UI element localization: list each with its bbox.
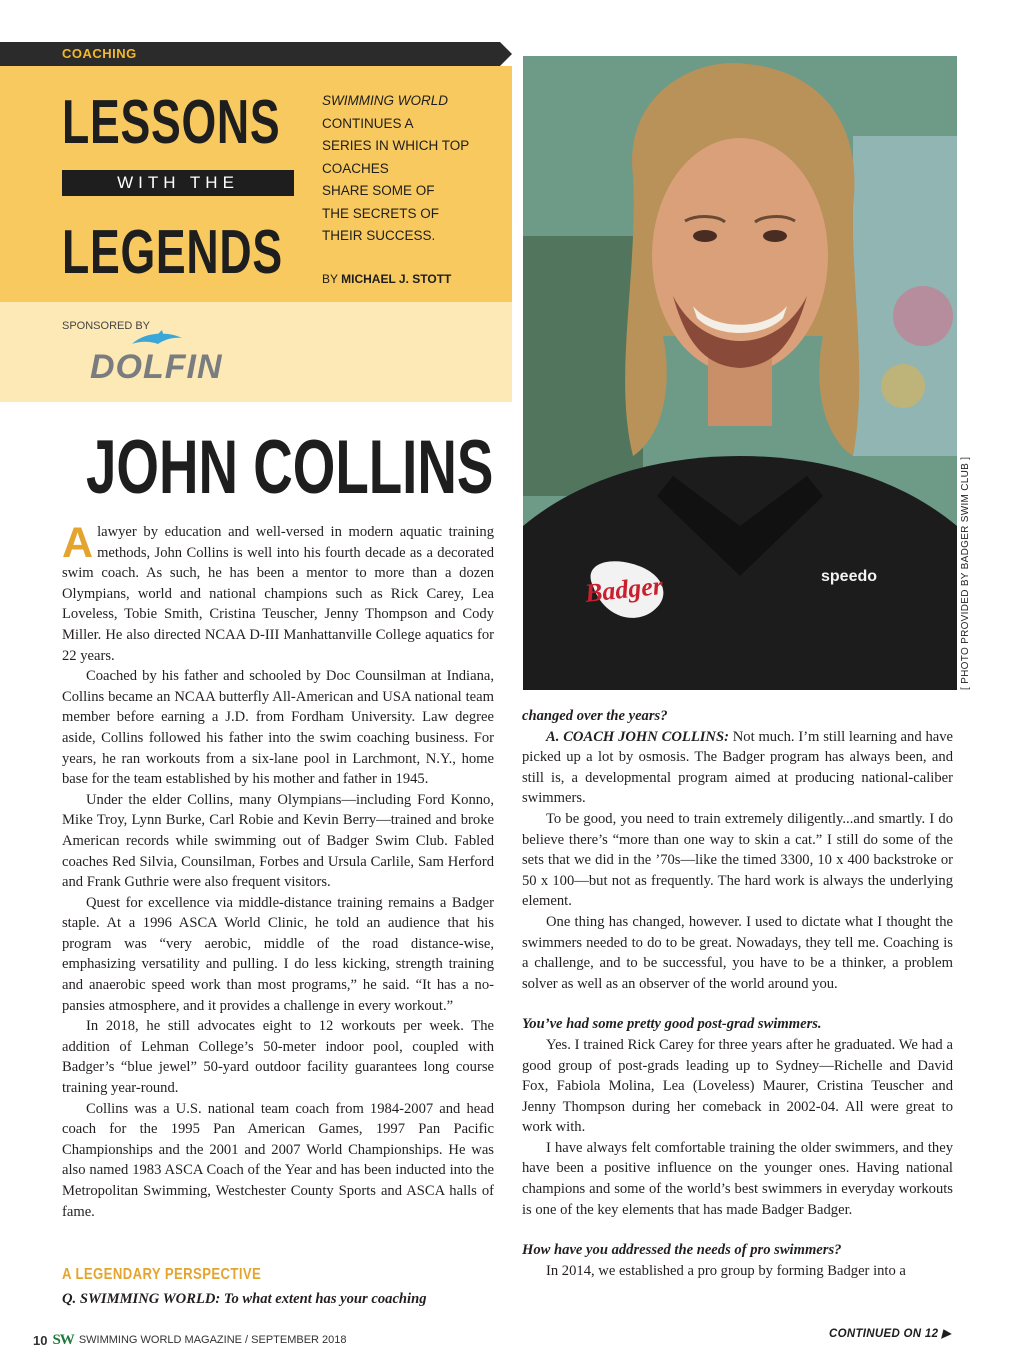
body-paragraph: In 2018, he still advocates eight to 12 workouts per week. The addition of Lehman College’s 50-meter indoor pool, coupled with Badger’s “blue jewel” 50-yard outdoor facility guarantees long course training year-round. <box>62 1018 494 1097</box>
answer-speaker: A. COACH JOHN COLLINS: <box>546 728 729 745</box>
coach-portrait-illustration <box>523 56 957 690</box>
deck-line: THE SECRETS OF <box>322 205 440 221</box>
answer-paragraph: In 2014, we established a pro group by forming Badger into a <box>546 1262 906 1279</box>
answer-text: Not much. I’m still learning and have picked up a lot by osmosis. The Badger program has always been, and still is, a developmental program aimed at producing national-caliber swimmers. <box>522 728 953 807</box>
article-headline: JOHN COLLINS <box>86 425 494 510</box>
answer-paragraph: To be good, you need to train extremely diligently...and smartly. I do believe there’s “more than one way to skin a cat.” I still do some of the sets that we did in the ’70s—like the timed 3300, 10 x 400 backstroke or 50 x 100—but not as frequently. The hard work is always the underlying element. <box>522 810 953 910</box>
dolfin-wordmark: DOLFIN <box>90 348 223 385</box>
deck-line: SERIES IN WHICH TOP <box>322 138 470 153</box>
page-footer <box>33 1328 347 1352</box>
series-title-lessons: LESSONS <box>62 88 281 157</box>
speedo-shirt-logo: speedo <box>821 568 878 585</box>
body-paragraph <box>62 519 494 666</box>
deck-line: THEIR SUCCESS. <box>322 228 436 243</box>
body-paragraph: Coached by his father and schooled by Doc Counsilman at Indiana, Collins became an NCAA butterfly All-American and USA national team member before earning a J.D. from Fordham University. Law degree aside, Collins followed his father into the swim coaching business. For years, he ran workouts from a six-lane pool in Larchmont, N.Y., home base for the team established by his mother and father in 1945. <box>62 668 494 788</box>
interview-question-1-end: changed over the years? <box>522 708 668 724</box>
answer-paragraph: One thing has changed, however. I used to dictate what I thought the swimmers needed to do to be great. Nowadays, they tell me. Coaching is a challenge, and to be successful, you have to be a thinker, a problem solver as well as an observer of the world around you. <box>522 913 953 992</box>
interview-question-1-start: Q. SWIMMING WORLD: To what extent has your coaching <box>62 1291 427 1307</box>
series-title-legends: LEGENDS <box>62 218 283 287</box>
article-body-left <box>62 519 494 1222</box>
section-bar-arrow <box>500 42 512 66</box>
interview-question-3: How have you addressed the needs of pro swimmers? <box>522 1242 842 1259</box>
deck-line: COACHES <box>322 160 389 176</box>
deck-line: SHARE SOME OF <box>322 183 435 198</box>
answer-paragraph: Yes. I trained Rick Carey for three years after he graduated. We had a good group of post-grads leading up to Sydney—Richelle and David Fox, Fabiola Molina, Lea (Loveless) Maurer, Cristina Teuscher and Jenny Thompson during her comeback in 2002-04. All were great to work with. <box>522 1036 953 1136</box>
drop-cap: A <box>62 519 94 567</box>
coach-photo <box>523 56 957 690</box>
continued-on-link[interactable]: CONTINUED ON 12 ▶ <box>829 1328 951 1340</box>
section-label: COACHING <box>62 46 137 61</box>
dolfin-logo <box>86 330 286 385</box>
paragraph-spacer <box>522 1220 953 1240</box>
publication-line: SWIMMING WORLD MAGAZINE / SEPTEMBER 2018 <box>78 1334 347 1346</box>
byline-author: MICHAEL J. STOTT <box>341 272 452 286</box>
badger-shirt-logo: Badger <box>583 570 665 608</box>
section-subhead: A LEGENDARY PERSPECTIVE <box>62 1266 262 1283</box>
deck-lead: SWIMMING WORLD <box>322 93 448 108</box>
sponsored-by-label: SPONSORED BY <box>62 320 151 332</box>
paragraph-text: lawyer by education and well-versed in modern aquatic training methods, John Collins is well into his fourth decade as a decorated swim coach. As such, he has been a mentor to more than a dozen Olympians, world and national champions such as Rick Carey, Lea Loveless, Tobie Smith, Cristina Teuscher, Jenny Thompson and Cody Miller. He also directed NCAA D-III Manhattanville College aquatics for 22 years. <box>62 524 494 664</box>
body-paragraph: Collins was a U.S. national team coach from 1984-2007 and head coach for the 1995 Pan American Games, 1997 Pan Pacific Championships and the 2001 and 2007 World Championships. He was also named 1983 ASCA Coach of the Year and has been inducted into the Metropolitan Swimming, Westchester County Sports and ASCA halls of fame. <box>62 1100 494 1220</box>
series-title-with-the: WITH THE <box>117 173 239 192</box>
answer-paragraph <box>522 727 953 809</box>
body-paragraph: Under the elder Collins, many Olympians—including Ford Konno, Mike Troy, Lynn Burke, Carl Robie and Kevin Berry—trained and broke American records while swimming out of Badger Swim Club. Fabled coaches Red Silvia, Counsilman, Forbes and Ursula Carlile, Sam Herford and Frank Guthrie were also frequent visitors. <box>62 791 494 891</box>
byline-prefix: BY <box>322 272 338 286</box>
answer-paragraph: I have always felt comfortable training the older swimmers, and they have been a positive influence on the younger ones. Having national champions and some of the world’s best swimmers in everyday workouts is one of the key elements that has made Badger Badger. <box>522 1139 953 1218</box>
article-body-right <box>522 706 953 1281</box>
paragraph-spacer <box>522 994 953 1014</box>
series-title-band <box>62 170 294 196</box>
body-paragraph: Quest for excellence via middle-distance training remains a Badger staple. At a 1996 ASCA World Clinic, he told an audience that his program was “very aerobic, middle of the road distance-wise, emphasizing versatility and pulling. I do less kicking, strength training and anaerobic speed work than most programs,” he said. “It has a no-pansies atmosphere, and it provides a challenge in every workout.” <box>62 894 494 1014</box>
interview-question-2: You’ve had some pretty good post-grad swimmers. <box>522 1016 822 1033</box>
byline <box>322 272 451 286</box>
page-number: 10 <box>33 1332 48 1348</box>
section-bar <box>0 42 512 66</box>
deck-line: CONTINUES A <box>322 115 414 131</box>
photo-credit: [ PHOTO PROVIDED BY BADGER SWIM CLUB ] <box>960 456 971 690</box>
swimming-world-logo: SW <box>52 1331 74 1348</box>
series-deck <box>322 90 502 248</box>
